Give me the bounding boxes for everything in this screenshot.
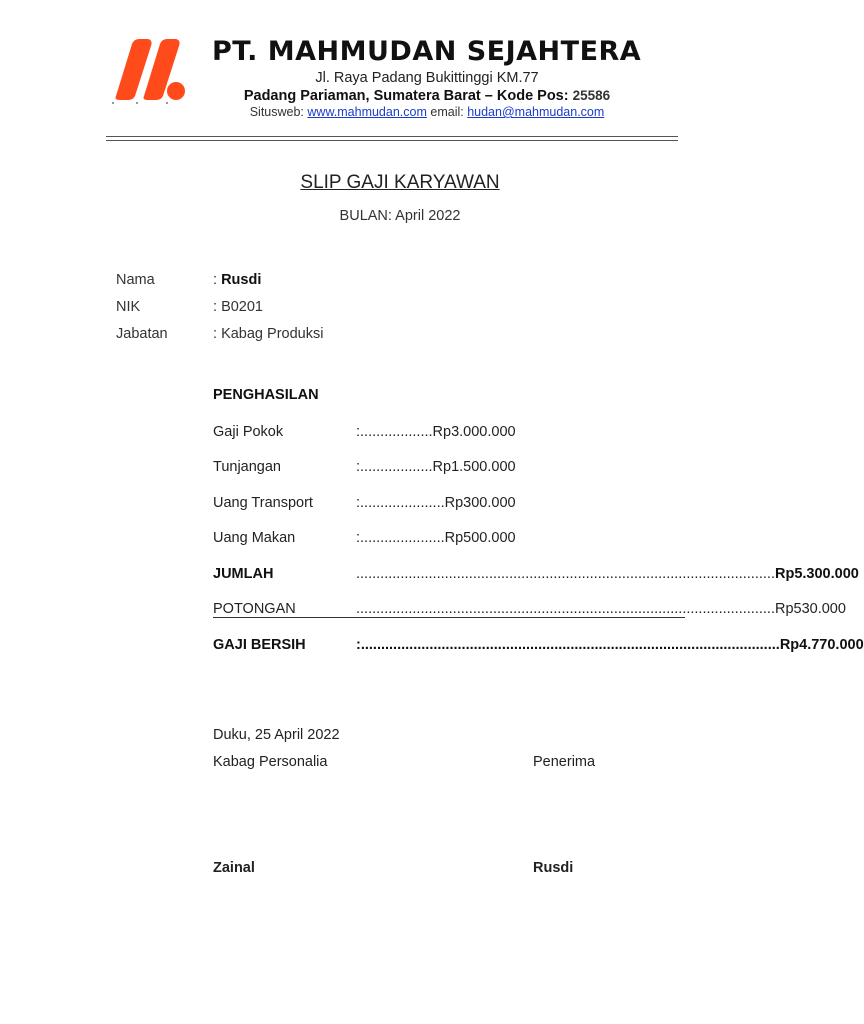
income-item-amount: :.....................Rp300.000	[356, 495, 516, 511]
income-item-label: Uang Makan	[213, 530, 296, 546]
total-row	[356, 566, 859, 582]
deduction-underline	[213, 617, 685, 618]
header-divider-top	[106, 136, 678, 137]
document-month: BULAN: April 2022	[339, 208, 461, 224]
name-label: Nama	[116, 272, 155, 288]
left-signer-role: Kabag Personalia	[213, 754, 328, 770]
place-date: Duku, 25 April 2022	[213, 727, 340, 743]
income-item-amount: :..................Rp1.500.000	[356, 459, 516, 475]
position-label: Jabatan	[116, 326, 168, 342]
income-item-amount: :.....................Rp500.000	[356, 530, 516, 546]
net-row	[356, 637, 864, 653]
employee-position: Kabag Produksi	[221, 326, 324, 342]
email-label: email:	[430, 105, 464, 119]
right-signer-name: Rusdi	[533, 860, 574, 876]
leader-dots: ........................................................................................................	[356, 601, 775, 617]
document-title: SLIP GAJI KARYAWAN	[300, 172, 500, 193]
leader-dots: :........................................................................................................	[356, 637, 780, 653]
company-region	[0, 88, 854, 104]
left-signer-name: Zainal	[213, 860, 255, 876]
net-label: GAJI BERSIH	[213, 637, 306, 653]
header-divider-bottom	[106, 140, 678, 141]
income-section-title: PENGHASILAN	[213, 387, 319, 403]
name-value: : Rusdi	[213, 272, 262, 288]
right-signer-role: Penerima	[533, 754, 596, 770]
contact-line	[0, 105, 854, 119]
email-link[interactable]: hudan@mahmudan.com	[467, 105, 605, 119]
income-item-label: Gaji Pokok	[213, 424, 284, 440]
company-address: Jl. Raya Padang Bukittinggi KM.77	[315, 70, 539, 86]
position-value: : Kabag Produksi	[213, 326, 324, 342]
deduction-label: POTONGAN	[213, 601, 296, 617]
total-amount: Rp5.300.000	[774, 566, 859, 582]
deduction-row	[356, 601, 846, 617]
nik-value: : B0201	[213, 299, 263, 315]
employee-nik: B0201	[221, 299, 263, 315]
total-label: JUMLAH	[213, 566, 274, 582]
region-text: Padang Pariaman, Sumatera Barat – Kode Pos:	[243, 88, 569, 104]
income-item-label: Uang Transport	[213, 495, 313, 511]
company-name: PT. MAHMUDAN SEJAHTERA	[212, 36, 642, 67]
nik-label: NIK	[116, 299, 141, 315]
website-link[interactable]: www.mahmudan.com	[307, 105, 427, 119]
net-amount: Rp4.770.000	[779, 637, 864, 653]
leader-dots: ........................................................................................................	[356, 566, 775, 582]
deduction-amount: Rp530.000	[774, 601, 846, 617]
income-item-amount: :..................Rp3.000.000	[356, 424, 516, 440]
income-item-label: Tunjangan	[213, 459, 281, 475]
website-label: Situsweb:	[249, 105, 304, 119]
employee-name: Rusdi	[221, 272, 262, 288]
postal-code: 25586	[572, 88, 611, 103]
